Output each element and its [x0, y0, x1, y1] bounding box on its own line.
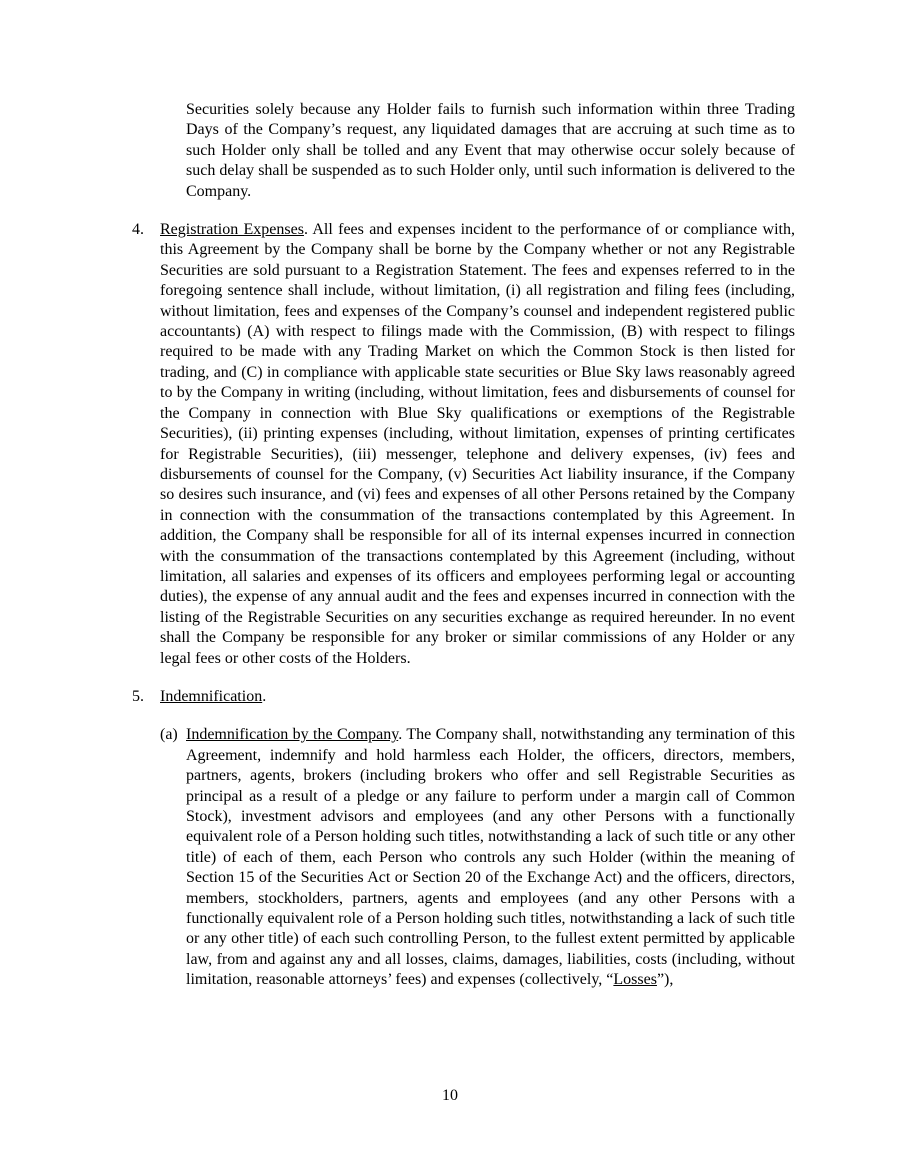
body-text: Securities solely because any Holder fails to furnish such information within three Trading Days of the Company’s request, any liquidated damages that are accruing at such time as to such Holder only shall be tolled and any Event that may otherwise occur solely because of such delay shall be suspended as to such Holder only, until such information is delivered to the Company. — [186, 101, 795, 200]
paragraph — [160, 725, 795, 990]
list-marker: (a) — [160, 726, 178, 744]
body-text: . All fees and expenses incident to the performance of or compliance with, this Agreement by the Company shall be borne by the Company whether or not any Registrable Securities are sold pursuant to a Registration Statement. The fees and expenses referred to in the foregoing sentence shall include, without limitation, (i) all registration and filing fees (including, without limitation, fees and expenses of the Company’s counsel and independent registered public accountants) (A) with respect to filings made with the Commission, (B) with respect to filings required to be made with any Trading Market on which the Common Stock is then listed for trading, and (C) in compliance with applicable state securities or Blue Sky laws reasonably agreed to by the Company in writing (including, without limitation, fees and disbursements of counsel for the Company in connection with Blue Sky qualifications or exemptions of the Registrable Securities), (ii) printing expenses (including, without limitation, expenses of printing certificates for Registrable Securities), (iii) messenger, telephone and delivery expenses, (iv) fees and disbursements of counsel for the Company, (v) Securities Act liability insurance, if the Company so desires such insurance, and (vi) fees and expenses of all other Persons retained by the Company in connection with the consummation of the transactions contemplated by this Agreement. In addition, the Company shall be responsible for all of its internal expenses incurred in connection with the consummation of the transactions contemplated by this Agreement (including, without limitation, all salaries and expenses of its officers and employees performing legal or accounting duties), the expense of any annual audit and the fees and expenses incurred in connection with the listing of the Registrable Securities on any securities exchange as required hereunder. In no event shall the Company be responsible for any broker or similar commissions of any Holder or any legal fees or other costs of the Holders. — [160, 221, 796, 667]
body-text: ”), — [656, 971, 674, 989]
paragraph — [132, 220, 796, 669]
underlined-text: Indemnification — [160, 687, 263, 705]
document-body — [132, 100, 796, 991]
body-text: . — [262, 687, 267, 705]
paragraph — [132, 687, 795, 707]
page-number: 10 — [442, 1087, 458, 1104]
underlined-text: Registration Expenses — [160, 221, 304, 239]
underlined-text: Indemnification by the Company — [186, 726, 399, 744]
body-text: . The Company shall, notwithstanding any termination of this Agreement, indemnify and hold harmless each Holder, the officers, directors, members, partners, agents, brokers (including brokers who offer and sell Registrable Securities as principal as a result of a pledge or any failure to perform under a margin call of Common Stock), investment advisors and employees (and any other Persons with a functionally equivalent role of a Person holding such titles, notwithstanding a lack of such title or any other title) of each of them, each Person who controls any such Holder (within the meaning of Section 15 of the Securities Act or Section 20 of the Exchange Act) and the officers, directors, members, stockholders, partners, agents and employees (and any other Persons with a functionally equivalent role of a Person holding such titles, notwithstanding a lack of such title or any other title) of each such controlling Person, to the fullest extent permitted by applicable law, from and against any and all losses, claims, damages, liabilities, costs (including, without limitation, reasonable attorneys’ fees) and expenses (collectively, “ — [186, 726, 795, 989]
list-marker: 5. — [132, 687, 144, 705]
paragraph — [186, 100, 795, 202]
list-marker: 4. — [132, 221, 144, 239]
underlined-text: Losses — [613, 971, 657, 989]
